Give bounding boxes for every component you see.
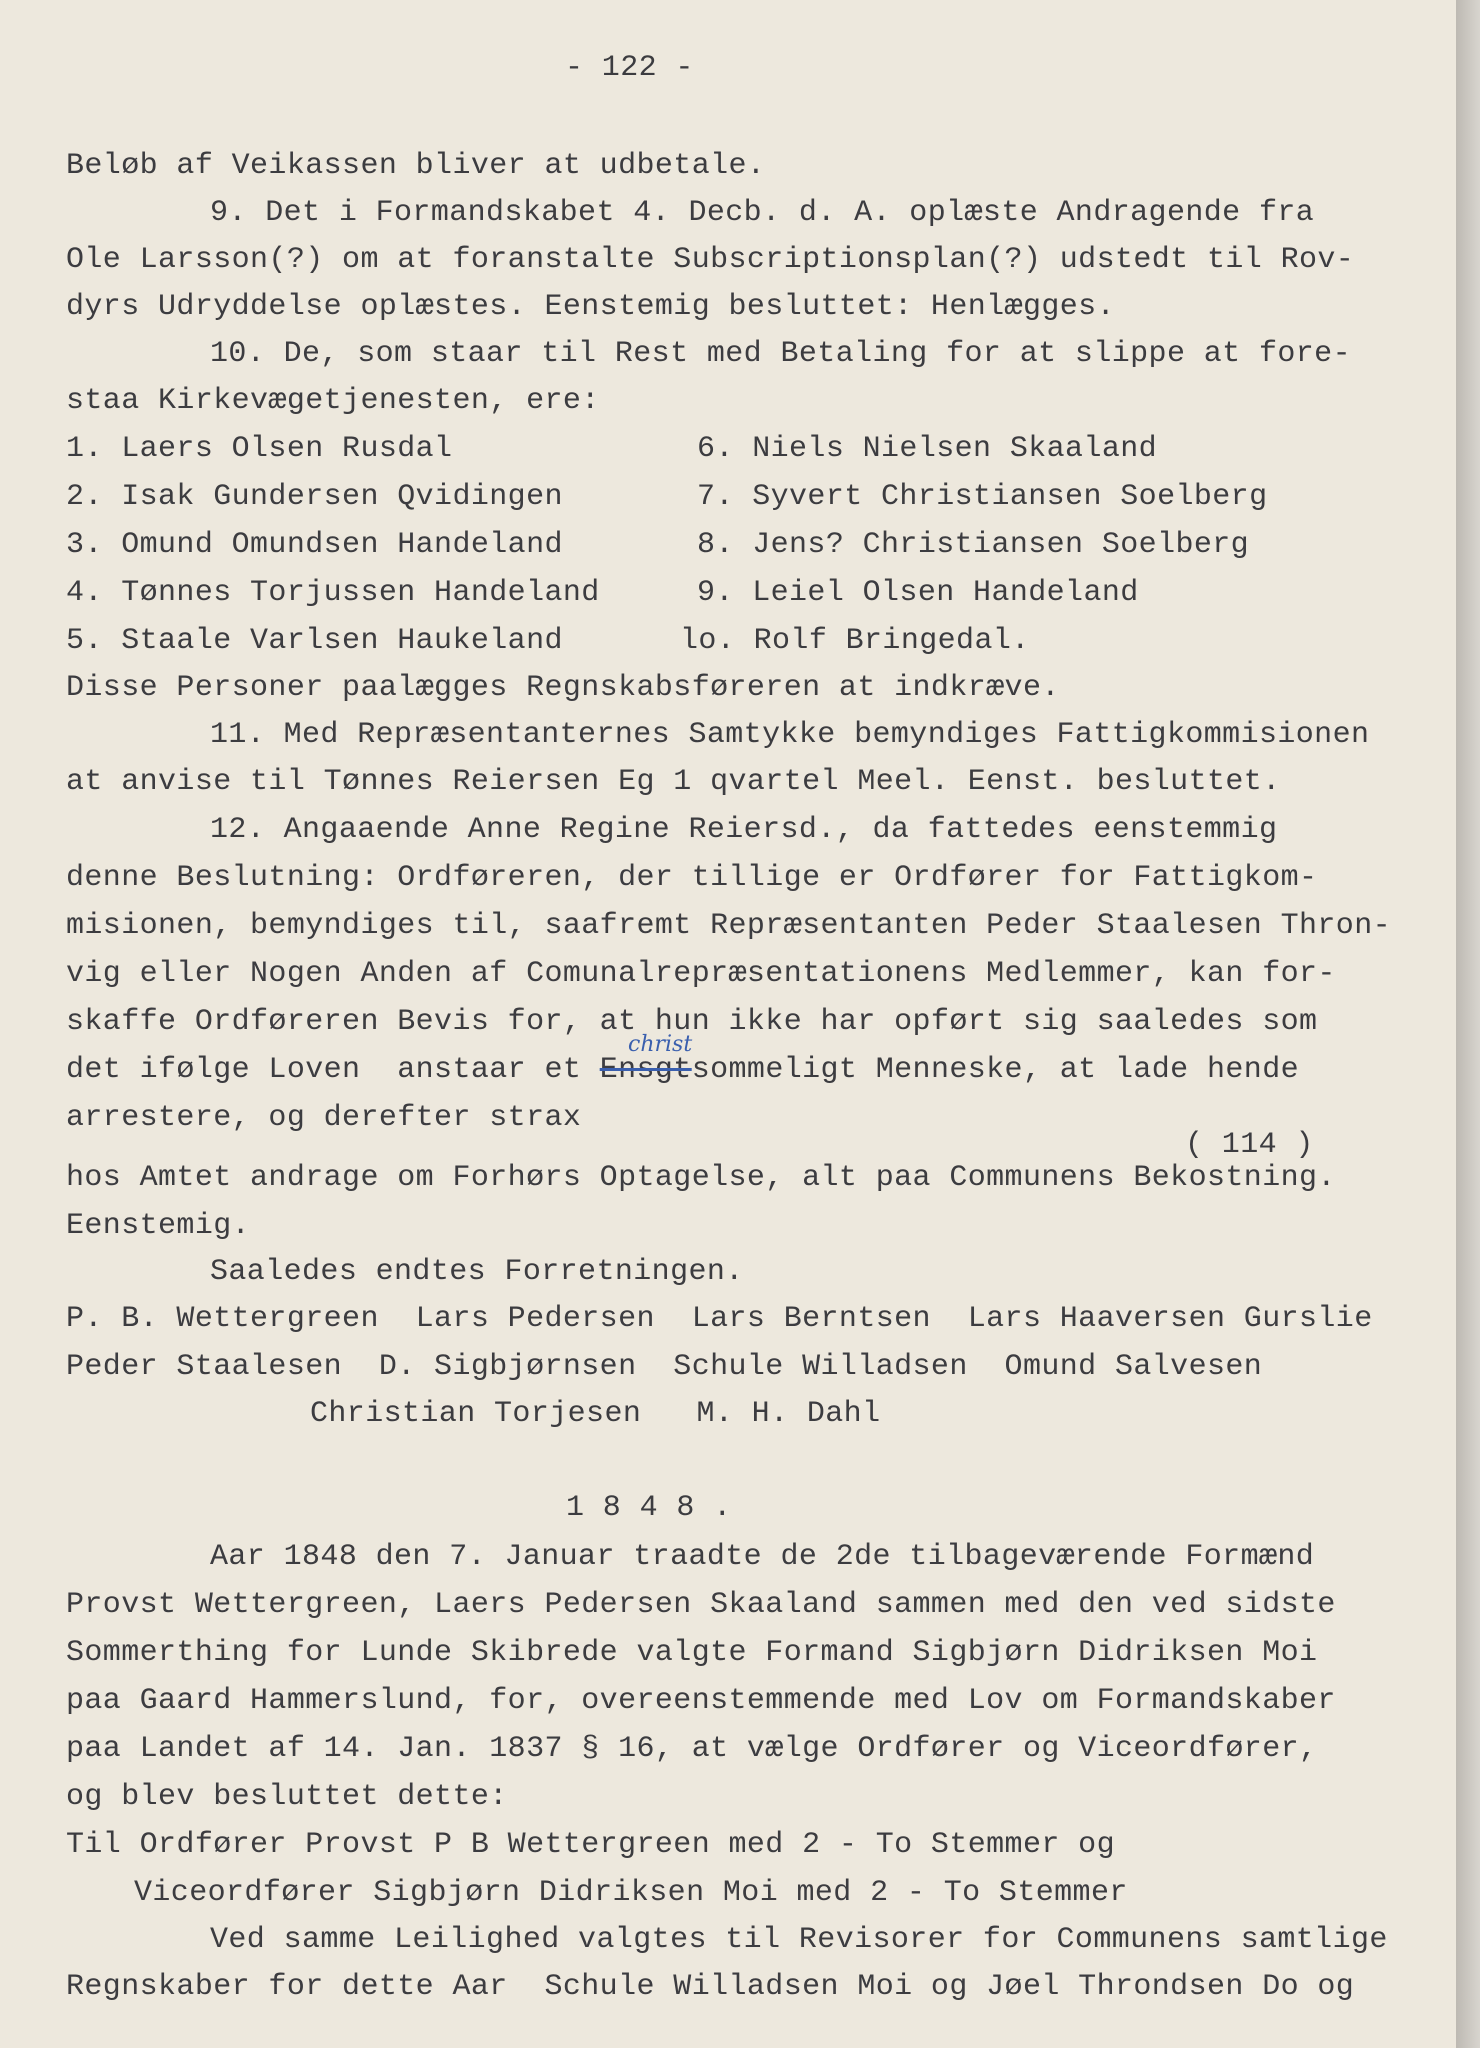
- text-line: paa Landet af 14. Jan. 1837 § 16, at vælge Ordfører og Viceordfører,: [66, 1732, 1318, 1766]
- text-line: Beløb af Veikassen bliver at udbetale.: [66, 149, 766, 183]
- list-item: 8. Jens? Christiansen Soelberg: [697, 528, 1250, 562]
- signature-line: Christian Torjesen M. H. Dahl: [310, 1397, 881, 1431]
- handwritten-annotation: christ: [628, 1032, 693, 1057]
- text-line: Aar 1848 den 7. Januar traadte de 2de tilbageværende Formænd: [210, 1540, 1315, 1574]
- signature-line: Peder Staalesen D. Sigbjørnsen Schule Willadsen Omund Salvesen: [66, 1350, 1263, 1384]
- text-line: Provst Wettergreen, Laers Pedersen Skaaland sammen med den ved sidste: [66, 1588, 1336, 1622]
- signature-line: P. B. Wettergreen Lars Pedersen Lars Berntsen Lars Haaversen Gurslie: [66, 1302, 1373, 1336]
- page-edge: [1456, 0, 1480, 2048]
- page-number: - 122 -: [565, 51, 694, 85]
- text-line: paa Gaard Hammerslund, for, overeenstemmende med Lov om Formandskaber: [66, 1684, 1336, 1718]
- list-item: 5. Staale Varlsen Haukeland: [66, 624, 563, 658]
- list-item: 9. Leiel Olsen Handeland: [697, 576, 1139, 610]
- year-heading: 1 8 4 8 .: [566, 1491, 732, 1525]
- text-line: dyrs Udryddelse oplæstes. Eenstemig besluttet: Henlægges.: [66, 290, 1115, 324]
- text-line: og blev besluttet dette:: [66, 1780, 508, 1814]
- list-item: 3. Omund Omundsen Handeland: [66, 528, 563, 562]
- list-item: 1. Laers Olsen Rusdal: [66, 432, 453, 466]
- item-11-line: 11. Med Repræsentanternes Samtykke bemyndiges Fattigkommisionen: [210, 718, 1370, 752]
- text-line: misionen, bemyndiges til, saafremt Repræsentanten Peder Staalesen Thron-: [66, 909, 1392, 943]
- page-marker: ( 114 ): [1185, 1128, 1314, 1162]
- text-line: Ole Larsson(?) om at foranstalte Subscriptionsplan(?) udstedt til Rov-: [66, 243, 1355, 277]
- text-line: Ved samme Leilighed valgtes til Revisorer for Communens samtlige: [210, 1923, 1388, 1957]
- text-line: hos Amtet andrage om Forhørs Optagelse, alt paa Communens Bekostning.: [66, 1161, 1336, 1195]
- item-9-line: 9. Det i Formandskabet 4. Decb. d. A. oplæste Andragende fra: [210, 196, 1315, 230]
- text-line: Disse Personer paalægges Regnskabsføreren at indkræve.: [66, 671, 1060, 705]
- text-fragment: sommeligt Menneske, at lade hende: [691, 1053, 1299, 1087]
- text-line: Viceordfører Sigbjørn Didriksen Moi med 2 - To Stemmer: [134, 1876, 1128, 1910]
- text-line: denne Beslutning: Ordføreren, der tillige er Ordfører for Fattigkom-: [66, 861, 1318, 895]
- list-item: 6. Niels Nielsen Skaaland: [697, 432, 1158, 466]
- text-line: skaffe Ordføreren Bevis for, at hun ikke har opført sig saaledes som: [66, 1005, 1318, 1039]
- text-line: vig eller Nogen Anden af Comunalrepræsentationens Medlemmer, kan for-: [66, 957, 1336, 991]
- text-line: arrestere, og derefter strax: [66, 1101, 582, 1135]
- list-item: 4. Tønnes Torjussen Handeland: [66, 576, 600, 610]
- text-line: Eenstemig.: [66, 1209, 251, 1243]
- item-12-line: 12. Angaaende Anne Regine Reiersd., da fattedes eenstemmig: [210, 813, 1278, 847]
- item-10-line: 10. De, som staar til Rest med Betaling for at slippe at fore-: [210, 337, 1351, 371]
- text-line-corrected: [66, 1052, 1299, 1088]
- list-item: lo. Rolf Bringedal.: [680, 624, 1030, 658]
- text-line: Til Ordfører Provst P B Wettergreen med 2 - To Stemmer og: [66, 1828, 1115, 1862]
- list-item: 7. Syvert Christiansen Soelberg: [697, 480, 1268, 514]
- closing-line: Saaledes endtes Forretningen.: [210, 1255, 744, 1289]
- text-fragment: det ifølge Loven anstaar et: [66, 1053, 600, 1087]
- list-item: 2. Isak Gundersen Qvidingen: [66, 480, 563, 514]
- text-line: staa Kirkevægetjenesten, ere:: [66, 384, 600, 418]
- struck-word: Ensgt: [599, 1053, 692, 1087]
- text-line: Regnskaber for dette Aar Schule Willadsen Moi og Jøel Throndsen Do og: [66, 1970, 1355, 2004]
- text-line: Sommerthing for Lunde Skibrede valgte Formand Sigbjørn Didriksen Moi: [66, 1636, 1318, 1670]
- text-line: at anvise til Tønnes Reiersen Eg 1 qvartel Meel. Eenst. besluttet.: [66, 765, 1281, 799]
